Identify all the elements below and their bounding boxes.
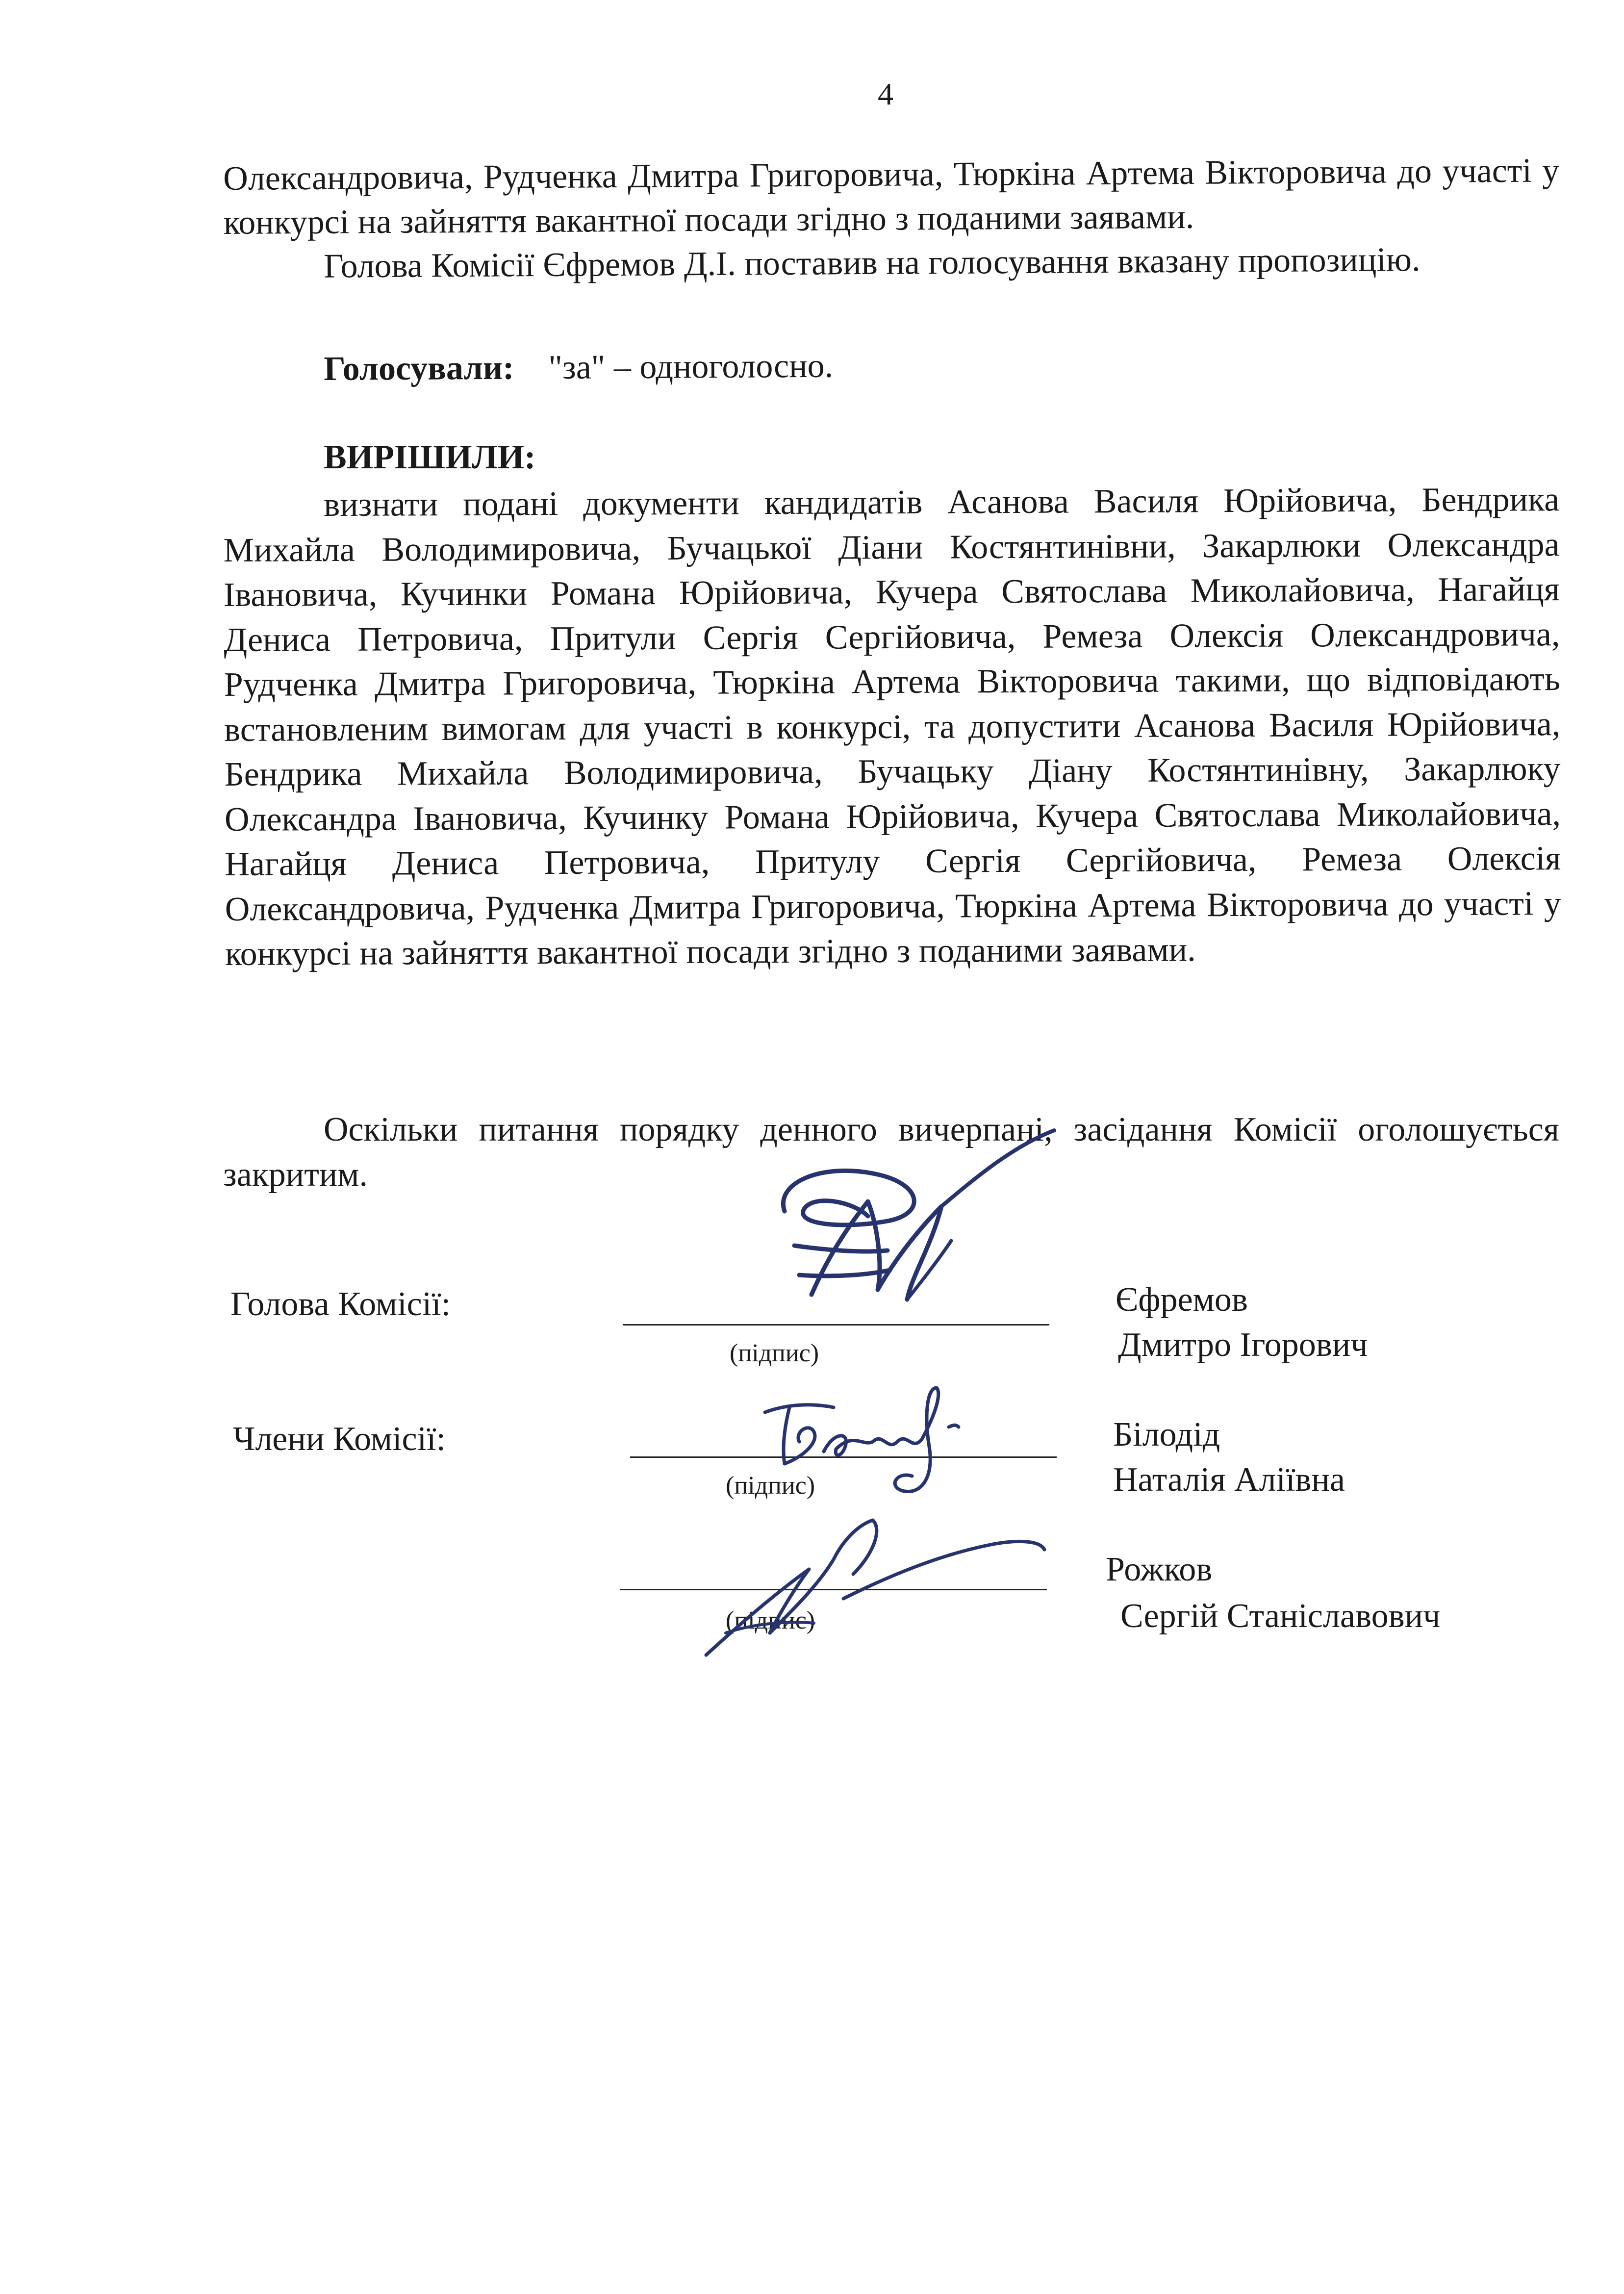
chair-label: Голова Комісії: [230, 1285, 451, 1323]
chair-given-names: Дмитро Ігорович [1118, 1326, 1368, 1364]
chair-signature-icon [765, 1128, 1079, 1324]
chair-signature-caption: (підпис) [730, 1339, 819, 1367]
closing-text: Оскільки питання порядку денного вичерпані, засідання Комісії оголошується закритим. [223, 1111, 1559, 1194]
chair-surname: Єфремов [1116, 1281, 1248, 1319]
member1-signature-icon [755, 1358, 1000, 1505]
vote-line [324, 347, 833, 389]
decision-paragraph [223, 477, 1561, 976]
member2-signature-icon [696, 1501, 1049, 1662]
paragraph-continuation: Олександровича, Рудченка Дмитра Григоровича, Тюркіна Артема Вікторовича до участі у конкурсі на зайняття вакантної посади згідно з поданими заявами. [223, 152, 1560, 242]
member2-surname: Рожков [1106, 1551, 1213, 1588]
chair-signature-line [623, 1324, 1049, 1325]
member2-given-names: Сергій Станіславович [1120, 1597, 1441, 1635]
vote-result: "за" – одноголосно. [548, 347, 834, 387]
decision-text: визнати подані документи кандидатів Асанова Василя Юрійовича, Бендрика Михайла Володимировича, Бучацької Діани Костянтинівни, Закарлюки Олександра Івановича, Кучинки Романа Юрійовича, Кучера Святослава Миколайовича, Нагайця Дениса Петровича, Притули Сергія Сергійовича, Ремеза Олексія Олександровича, Рудченка Дмитра Григоровича, Тюркіна Артема Вікторовича такими, що відповідають встановленим вимогам для участі в конкурсі, та допустити Асанова Василя Юрійовича, Бендрика Михайла Володимировича, Бучацьку Діану Костянтинівну, Закарлюку Олександра Івановича, Кучинку Романа Юрійовича, Кучера Святослава Миколайовича, Нагайця Дениса Петровича, Притулу Сергія Сергійовича, Ремеза Олексія Олександровича, Рудченка Дмитра Григоровича, Тюркіна Артема Вікторовича до участі у конкурсі на зайняття вакантної посади згідно з поданими заявами. [223, 481, 1561, 973]
decided-heading: ВИРІШИЛИ: [324, 438, 536, 476]
page-number: 4 [878, 76, 893, 111]
member2-signature-caption: (підпис) [726, 1606, 815, 1634]
paragraph-vote-proposal-text: Голова Комісії Єфремов Д.І. поставив на голосування вказану пропозицію. [324, 241, 1421, 285]
paragraph-vote-proposal [223, 237, 1559, 289]
members-label: Члени Комісії: [233, 1420, 446, 1458]
member1-surname: Білодід [1113, 1416, 1220, 1453]
member1-signature-caption: (підпис) [726, 1472, 815, 1500]
vote-label: Голосували: [324, 349, 514, 388]
member1-given-names: Наталія Аліївна [1113, 1461, 1345, 1499]
